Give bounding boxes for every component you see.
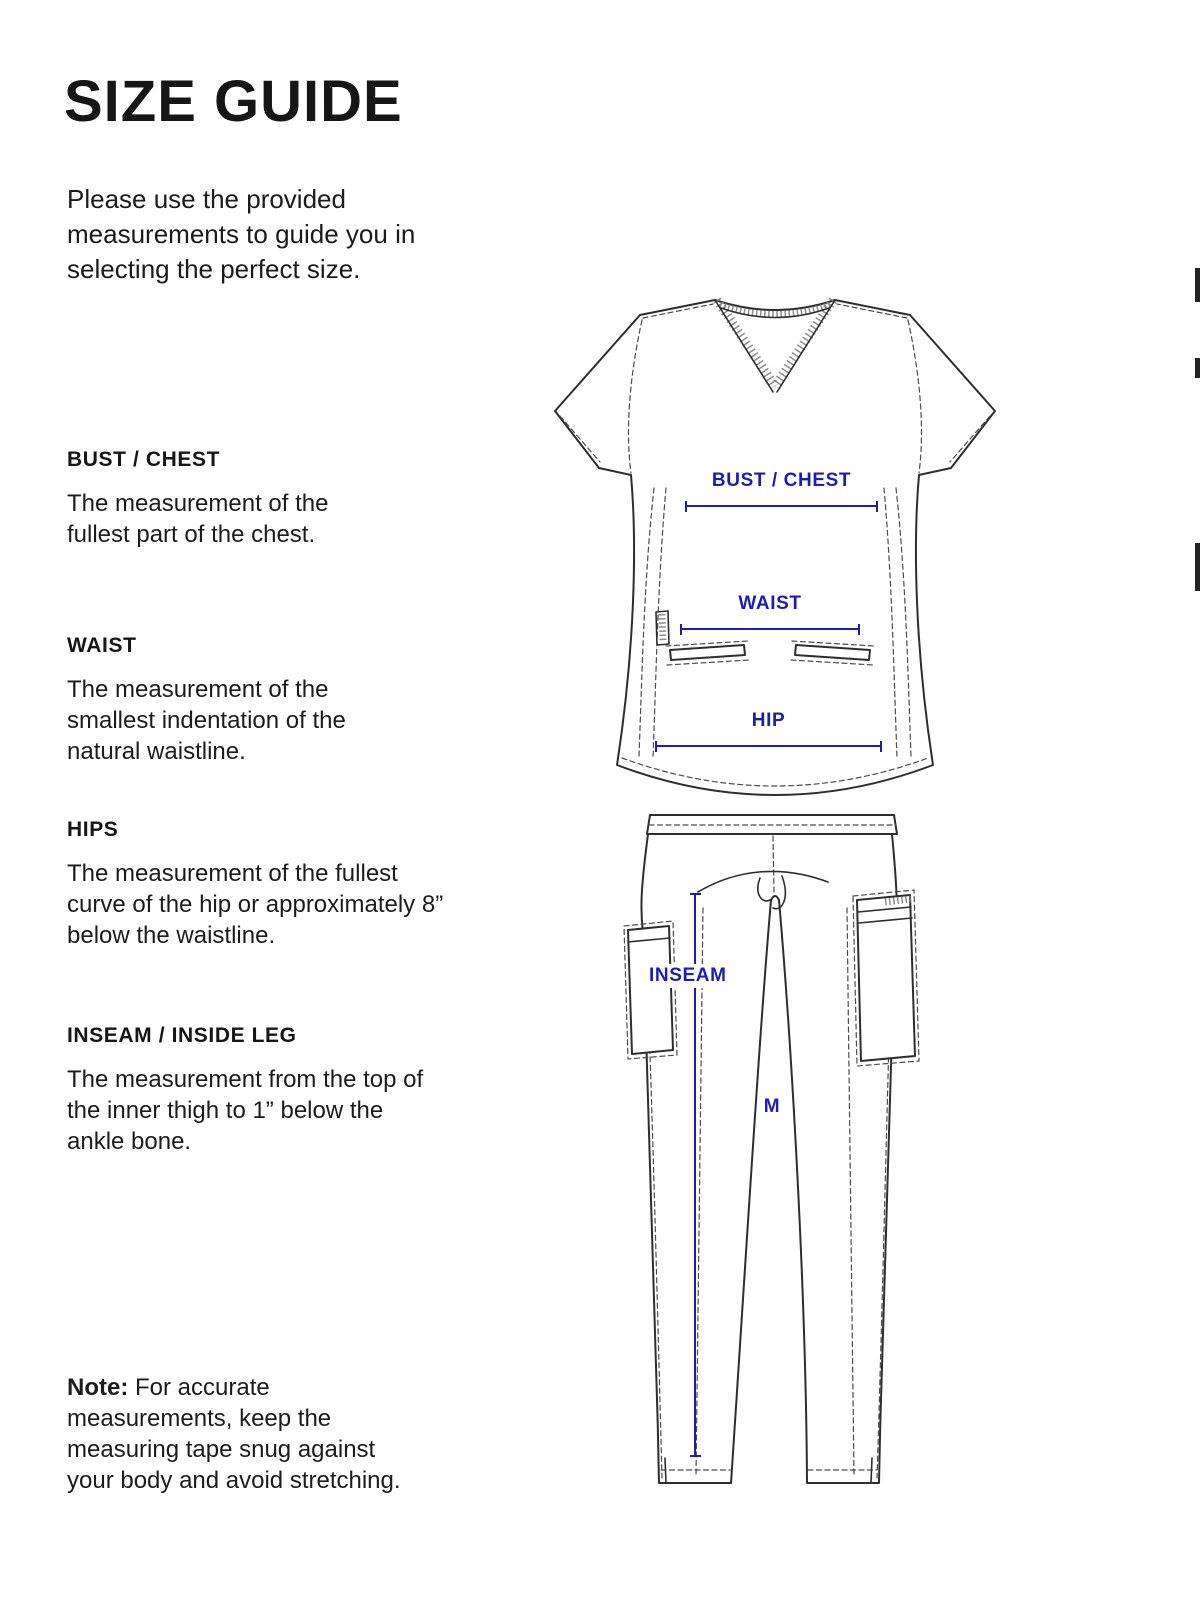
section-bust-chest [67,448,367,550]
section-heading: WAIST [67,634,137,657]
scrubs-diagram [530,278,1050,1558]
section-heading: BUST / CHEST [67,448,221,471]
edge-mark [1195,358,1200,378]
bust-measure-line [685,505,878,507]
section-hips [67,818,452,951]
section-inseam [67,1024,427,1157]
bust-measure-label: BUST / CHEST [711,470,852,491]
section-body: The measurement of the fullest curve of the hip or approximately 8” below the waistline. [67,860,444,949]
note-body: For accurate measurements, keep the measuring tape snug against your body and avoid stretching. [67,1374,401,1494]
hip-measure-label: HIP [751,710,786,731]
waist-measure-line [680,628,860,630]
edge-mark [1195,543,1200,591]
section-body: The measurement of the fullest part of the chest. [67,490,329,548]
inseam-measure-label: INSEAM [646,964,730,988]
section-heading: HIPS [67,818,119,841]
scrub-pants-drawing [624,815,919,1483]
waist-measure-label: WAIST [738,593,802,614]
edge-mark [1195,268,1200,302]
size-marker-label: M [763,1096,781,1117]
hip-measure-line [655,745,882,747]
section-waist [67,634,392,767]
section-body: The measurement of the smallest indentation of the natural waistline. [67,676,346,765]
page-title: SIZE GUIDE [64,69,403,134]
section-body: The measurement from the top of the inner thigh to 1” below the ankle bone. [67,1066,424,1155]
intro-text: Please use the provided measurements to guide you in selecting the perfect size. [67,184,416,284]
note-label: Note: [67,1374,129,1401]
section-heading: INSEAM / INSIDE LEG [67,1024,297,1047]
note-text [67,1372,412,1496]
